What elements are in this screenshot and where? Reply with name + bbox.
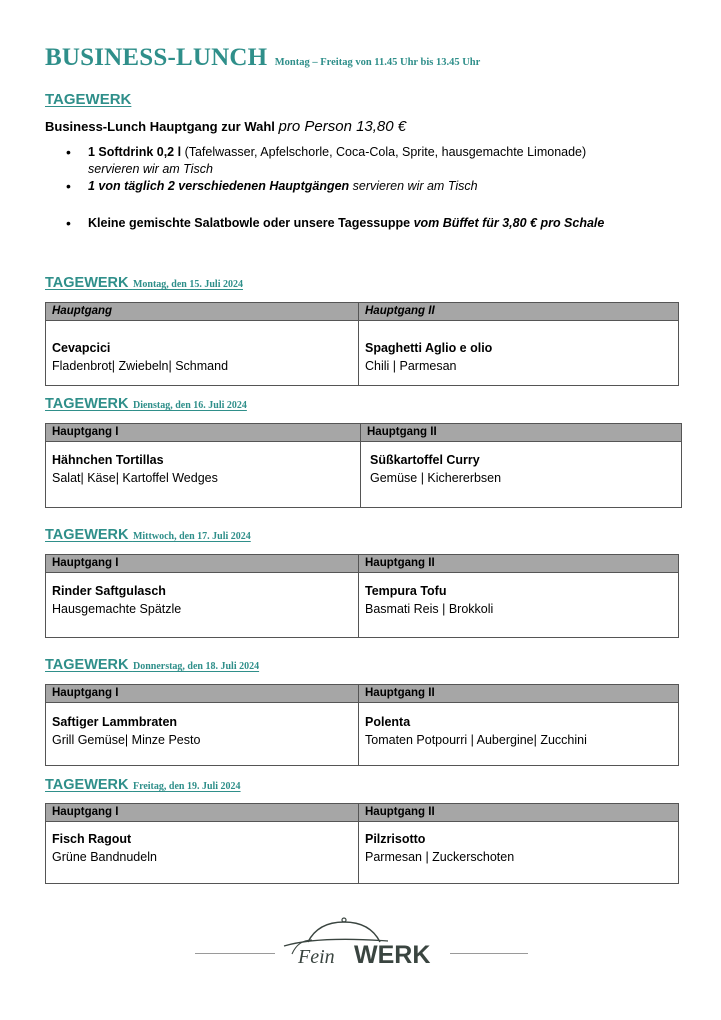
- table-row: [46, 822, 678, 883]
- day-heading-monday: TAGEWERK Montag, den 15. Juli 2024: [45, 275, 243, 291]
- opening-hours: Montag – Freitag von 11.45 Uhr bis 13.45 Uhr: [274, 57, 481, 68]
- table-row: [46, 442, 681, 508]
- menu-table-thursday: [45, 684, 679, 766]
- logo-bold-text: WERK: [354, 941, 431, 969]
- dish-cell: Süßkartoffel Curry Gemüse | Kichererbsen: [370, 453, 502, 485]
- day-heading-wednesday: TAGEWERK Mittwoch, den 17. Juli 2024: [45, 527, 251, 543]
- footer-divider-left: [195, 953, 275, 954]
- day-date: Freitag, den 19. Juli 2024: [132, 781, 241, 792]
- list-item-softdrink: • 1 Softdrink 0,2 l (Tafelwasser, Apfelschorle, Coca-Cola, Sprite, hausgemachte Limonade) servieren wir am Tisch: [45, 144, 685, 178]
- dish-cell: Fisch Ragout Grüne Bandnudeln: [46, 822, 359, 883]
- table-header-row: Hauptgang I Hauptgang II: [46, 804, 678, 822]
- day-heading-friday: TAGEWERK Freitag, den 19. Juli 2024: [45, 777, 241, 793]
- lunch-price: pro Person 13,80 €: [278, 118, 407, 135]
- table-row: [46, 321, 678, 385]
- lunch-intro-text: Business-Lunch Hauptgang zur Wahl: [45, 119, 279, 134]
- dish-cell: Pilzrisotto Parmesan | Zuckerschoten: [365, 832, 515, 864]
- dish-cell: Rinder Saftgulasch Hausgemachte Spätzle: [46, 573, 359, 637]
- section-heading: TAGEWERK: [45, 91, 132, 108]
- table-row: [46, 703, 678, 765]
- included-items-list: [45, 144, 685, 232]
- day-date: Dienstag, den 16. Juli 2024: [132, 400, 247, 411]
- page-title: BUSINESS-LUNCH: [45, 44, 268, 71]
- day-date: Donnerstag, den 18. Juli 2024: [132, 661, 260, 672]
- list-item-salad-soup: • Kleine gemischte Salatbowle oder unsere Tagessuppe vom Büffet für 3,80 € pro Schale: [45, 215, 685, 232]
- table-header-row: Hauptgang I Hauptgang II: [46, 424, 681, 442]
- dish-cell: Cevapcici Fladenbrot| Zwiebeln| Schmand: [46, 321, 359, 385]
- footer-divider-right: [450, 953, 528, 954]
- table-header-row: Hauptgang I Hauptgang II: [46, 685, 678, 703]
- menu-table-monday: [45, 302, 679, 386]
- dish-cell: Spaghetti Aglio e olio Chili | Parmesan: [365, 341, 493, 373]
- table-row: [46, 573, 678, 637]
- day-date: Montag, den 15. Juli 2024: [132, 279, 243, 290]
- list-item-main-course: • 1 von täglich 2 verschiedenen Hauptgängen servieren wir am Tisch: [45, 178, 685, 195]
- dish-cell: Polenta Tomaten Potpourri | Aubergine| Zucchini: [365, 715, 587, 747]
- day-date: Mittwoch, den 17. Juli 2024: [132, 531, 251, 542]
- feinwerk-logo: [278, 914, 448, 970]
- dish-cell: Saftiger Lammbraten Grill Gemüse| Minze Pesto: [46, 703, 359, 765]
- logo-script-text: Fein: [298, 946, 335, 968]
- lunch-price-line: [45, 118, 406, 135]
- day-heading-tuesday: TAGEWERK Dienstag, den 16. Juli 2024: [45, 396, 247, 412]
- menu-table-wednesday: [45, 554, 679, 638]
- menu-table-friday: [45, 803, 679, 884]
- dish-cell: Hähnchen Tortillas Salat| Käse| Kartoffel Wedges: [46, 442, 361, 508]
- table-header-row: Hauptgang I Hauptgang II: [46, 555, 678, 573]
- page-title-row: [45, 44, 480, 72]
- table-header-row: Hauptgang Hauptgang II: [46, 303, 678, 321]
- day-heading-thursday: TAGEWERK Donnerstag, den 18. Juli 2024: [45, 657, 260, 673]
- menu-table-tuesday: [45, 423, 682, 508]
- dish-cell: Tempura Tofu Basmati Reis | Brokkoli: [365, 584, 494, 616]
